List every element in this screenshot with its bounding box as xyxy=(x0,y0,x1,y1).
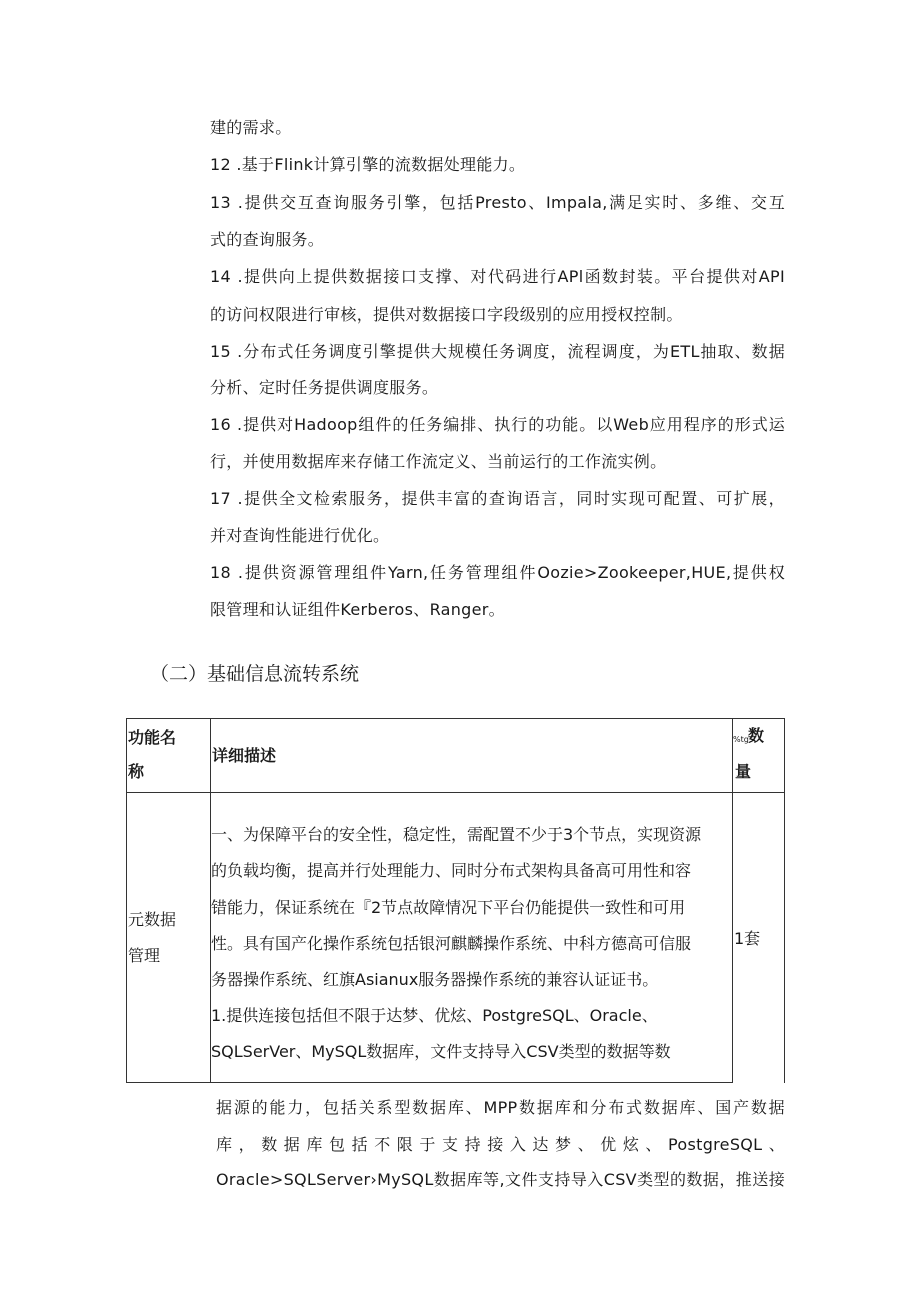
header-name: 称 xyxy=(128,762,145,781)
table-border xyxy=(126,718,127,1083)
header-name: 功能名 xyxy=(128,728,177,747)
row-desc-line: 1.提供连接包括但不限于达梦、优炫、PostgreSQL、Oracle、 xyxy=(211,1006,658,1025)
row-name: 元数据 xyxy=(128,910,177,929)
continuation-line: 库，数据库包括不限于支持接入达梦、优炫、PostgreSQL、 xyxy=(216,1135,785,1154)
body-line: 17 .提供全文检索服务，提供丰富的查询语言，同时实现可配置、可扩展， xyxy=(210,489,785,508)
header-qty: 数 xyxy=(748,726,765,745)
table-border xyxy=(126,718,785,719)
header-qty-mark: %tg; xyxy=(733,735,752,744)
table-border xyxy=(784,718,785,1083)
header-desc: 详细描述 xyxy=(212,746,277,765)
body-line: 建的需求。 xyxy=(210,118,292,137)
row-desc-line: 错能力，保证系统在『2节点故障情况下平台仍能提供一致性和可用 xyxy=(211,898,686,917)
body-line: 12 .基于Flink计算引擎的流数据处理能力。 xyxy=(210,155,526,174)
body-line: 并对查询性能进行优化。 xyxy=(210,526,390,545)
body-line: 14 .提供向上提供数据接口支撑、对代码进行APl函数封装。平台提供对API xyxy=(210,267,785,286)
table-border xyxy=(732,718,733,1083)
continuation-line: Oracle>SQLServer›MySQL数据库等,文件支持导入CSV类型的数据，推送接 xyxy=(216,1170,785,1189)
row-desc-line: 性。具有国产化操作系统包括银河麒麟操作系统、中科方德高可信服 xyxy=(211,934,692,953)
body-line: 15 .分布式任务调度引擎提供大规模任务调度，流程调度，为ETL抽取、数据 xyxy=(210,342,785,361)
body-line: 的访问权限进行审核，提供对数据接口字段级别的应用授权控制。 xyxy=(210,305,683,324)
continuation-line: 据源的能力，包括关系型数据库、MPP数据库和分布式数据库、国产数据 xyxy=(216,1098,785,1117)
row-desc-line: 务器操作系统、红旗Asianux服务器操作系统的兼容认证证书。 xyxy=(211,970,659,989)
body-line: 16 .提供对Hadoop组件的任务编排、执行的功能。以Web应用程序的形式运 xyxy=(210,415,785,434)
body-line: 限管理和认证组件Kerberos、Ranger。 xyxy=(210,600,505,619)
table-border xyxy=(126,792,785,793)
spec-table xyxy=(126,718,785,1083)
body-line: 18 .提供资源管理组件Yarn,任务管理组件Oozie>Zookeeper,HUE,提供权 xyxy=(210,563,785,582)
row-desc-line: 一、为保障平台的安全性，稳定性，需配置不少于3个节点，实现资源 xyxy=(211,825,702,844)
row-desc-line: 的负载均衡，提高并行处理能力、同时分布式架构具备高可用性和容 xyxy=(211,861,692,880)
body-line: 13 .提供交互查询服务引擎，包括Presto、Impala,满足实时、多维、交互 xyxy=(210,193,785,212)
body-line: 式的查询服务。 xyxy=(210,230,325,249)
table-border xyxy=(126,1082,732,1083)
header-qty: 量 xyxy=(735,762,752,781)
row-name: 管理 xyxy=(128,946,161,965)
section-heading: （二）基础信息流转系统 xyxy=(150,663,360,685)
body-line: 分析、定时任务提供调度服务。 xyxy=(210,378,439,397)
row-qty: 1套 xyxy=(734,929,761,948)
row-desc-line: SQLSerVer、MySQL数据库，文件支持导入CSV类型的数据等数 xyxy=(211,1042,671,1061)
body-line: 行，并使用数据库来存储工作流定义、当前运行的工作流实例。 xyxy=(210,452,667,471)
